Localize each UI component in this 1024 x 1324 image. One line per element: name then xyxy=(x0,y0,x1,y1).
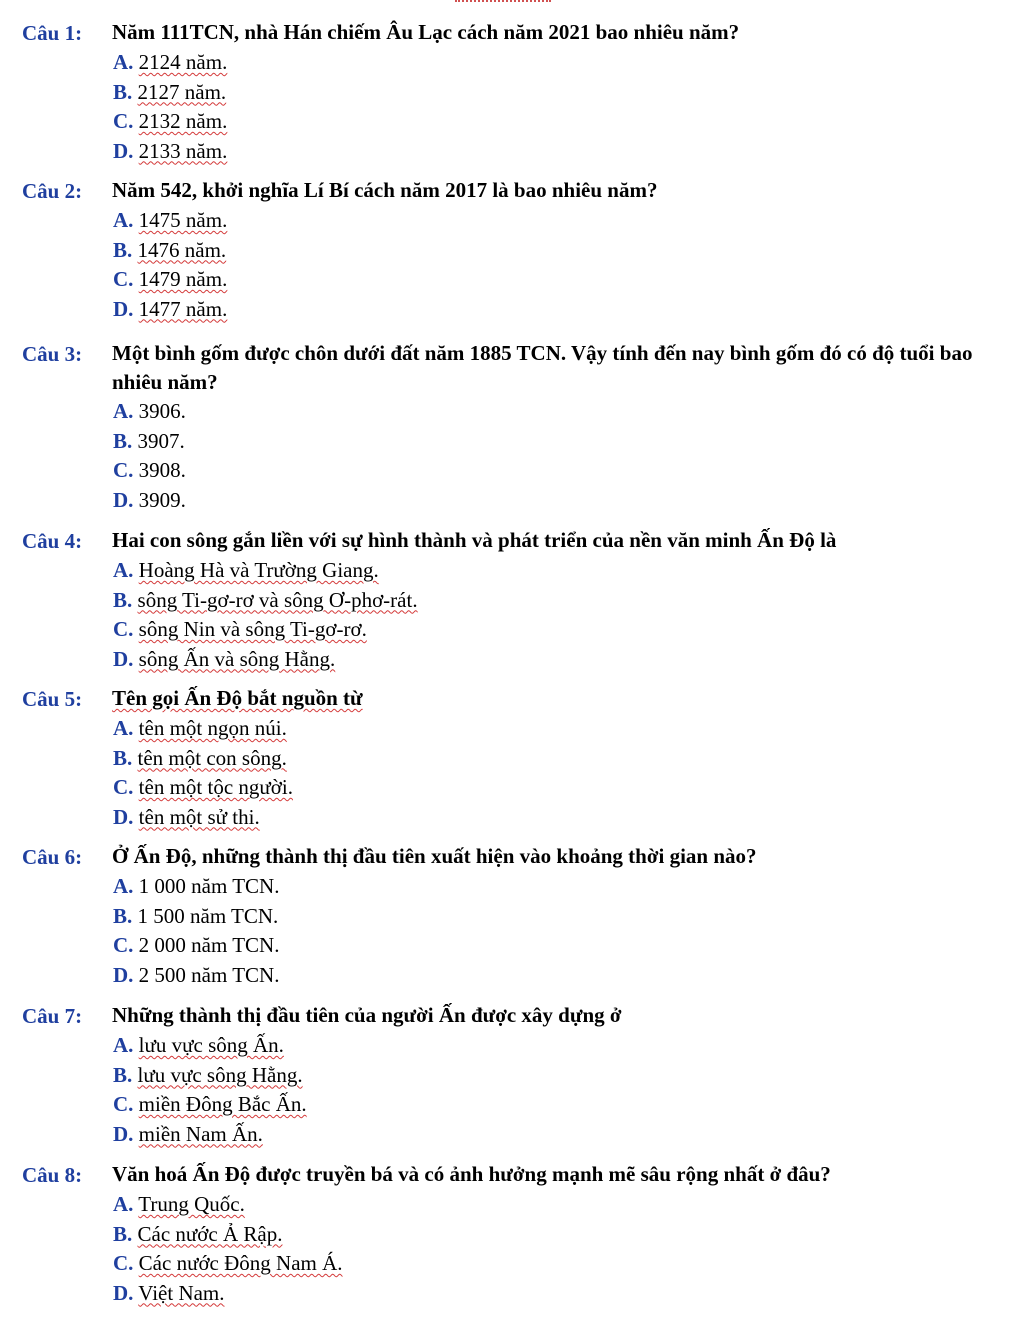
option-text: tên một sử thi. xyxy=(138,804,260,829)
option-letter: C. xyxy=(113,775,134,799)
question-text: Năm 111TCN, nhà Hán chiếm Âu Lạc cách năm 2021 bao nhiêu năm? xyxy=(112,20,740,44)
option-d xyxy=(113,1120,1024,1150)
option-text: 1476 năm. xyxy=(137,237,227,262)
question-label: Câu 6: xyxy=(22,845,83,869)
option-a xyxy=(113,397,1024,427)
option-letter: B. xyxy=(113,428,133,453)
option-d xyxy=(113,961,1024,991)
option-text: 1479 năm. xyxy=(138,267,228,291)
option-letter: A. xyxy=(113,716,134,740)
option-letter: A. xyxy=(113,50,134,74)
option-text: Các nước Ả Rập. xyxy=(137,1221,283,1246)
question-label: Câu 4: xyxy=(22,529,83,553)
option-text: 1 500 năm TCN. xyxy=(137,903,279,928)
option-c xyxy=(113,931,1024,961)
option-c xyxy=(113,773,1024,803)
question-text: Tên gọi Ấn Độ bắt nguồn từ xyxy=(112,686,363,710)
option-text: 1477 năm. xyxy=(138,296,228,321)
option-text: 3909. xyxy=(138,487,186,512)
option-c xyxy=(113,107,1024,137)
option-letter: D. xyxy=(113,1280,134,1305)
option-b xyxy=(113,586,1024,616)
option-c xyxy=(113,1249,1024,1279)
option-text: Trung Quốc. xyxy=(138,1192,245,1216)
option-b xyxy=(113,236,1024,266)
option-text: 3906. xyxy=(138,399,186,423)
option-letter: B. xyxy=(113,745,133,770)
option-d xyxy=(113,295,1024,325)
option-text: miền Nam Ấn. xyxy=(138,1121,263,1146)
option-text: 2 000 năm TCN. xyxy=(138,933,280,957)
option-letter: B. xyxy=(113,237,133,262)
option-letter: C. xyxy=(113,267,134,291)
question-label: Câu 2: xyxy=(22,179,83,203)
option-d xyxy=(113,1279,1024,1309)
option-b xyxy=(113,78,1024,108)
option-text: tên một ngọn núi. xyxy=(138,716,287,740)
question-1 xyxy=(0,18,1024,166)
option-a xyxy=(113,714,1024,744)
question-text: Ở Ấn Độ, những thành thị đầu tiên xuất hiện vào khoảng thời gian nào? xyxy=(112,844,757,868)
question-text: Năm 542, khởi nghĩa Lí Bí cách năm 2017 là bao nhiêu năm? xyxy=(112,178,658,202)
option-letter: C. xyxy=(113,617,134,641)
option-text: 2133 năm. xyxy=(138,138,228,163)
option-d xyxy=(113,803,1024,833)
option-text: 2127 năm. xyxy=(137,79,227,104)
option-c xyxy=(113,615,1024,645)
question-3 xyxy=(0,339,1024,515)
question-4 xyxy=(0,526,1024,674)
question-text: Hai con sông gắn liền với sự hình thành và phát triển của nền văn minh Ấn Độ là xyxy=(112,528,837,552)
option-letter: C. xyxy=(113,1251,134,1275)
question-text: Văn hoá Ấn Độ được truyền bá và có ảnh hưởng mạnh mẽ sâu rộng nhất ở đâu? xyxy=(112,1162,831,1186)
question-text: Những thành thị đầu tiên của người Ấn được xây dựng ở xyxy=(112,1003,622,1027)
option-text: 2 500 năm TCN. xyxy=(138,962,280,987)
option-text: 1 000 năm TCN. xyxy=(138,874,280,898)
option-c xyxy=(113,265,1024,295)
option-b xyxy=(113,902,1024,932)
option-c xyxy=(113,1090,1024,1120)
option-letter: B. xyxy=(113,587,133,612)
option-letter: A. xyxy=(113,874,134,898)
option-letter: A. xyxy=(113,558,134,582)
option-letter: C. xyxy=(113,933,134,957)
option-b xyxy=(113,1220,1024,1250)
option-text: Việt Nam. xyxy=(138,1280,225,1305)
option-letter: D. xyxy=(113,1121,134,1146)
option-a xyxy=(113,206,1024,236)
option-text: sông Ti-gơ-rơ và sông Ơ-phơ-rát. xyxy=(137,587,418,612)
option-letter: D. xyxy=(113,962,134,987)
option-text: sông Ấn và sông Hằng. xyxy=(138,646,336,671)
question-8 xyxy=(0,1160,1024,1308)
option-letter: D. xyxy=(113,646,134,671)
option-letter: D. xyxy=(113,296,134,321)
question-label: Câu 8: xyxy=(22,1163,83,1187)
option-text: lưu vực sông Hằng. xyxy=(137,1062,303,1087)
option-b xyxy=(113,744,1024,774)
option-text: tên một con sông. xyxy=(137,745,287,770)
option-text: Hoàng Hà và Trường Giang. xyxy=(138,558,379,582)
option-letter: C. xyxy=(113,109,134,133)
option-d xyxy=(113,137,1024,167)
option-text: 2132 năm. xyxy=(138,109,228,133)
question-6 xyxy=(0,842,1024,990)
option-a xyxy=(113,556,1024,586)
option-text: 2124 năm. xyxy=(138,50,228,74)
spellcheck-mark xyxy=(455,0,551,5)
option-letter: B. xyxy=(113,903,133,928)
option-d xyxy=(113,645,1024,675)
option-letter: D. xyxy=(113,138,134,163)
option-letter: A. xyxy=(113,399,134,423)
option-text: 3907. xyxy=(137,428,185,453)
option-a xyxy=(113,48,1024,78)
question-label: Câu 5: xyxy=(22,687,83,711)
option-letter: A. xyxy=(113,208,134,232)
option-c xyxy=(113,456,1024,486)
option-a xyxy=(113,872,1024,902)
option-letter: C. xyxy=(113,458,134,482)
option-a xyxy=(113,1190,1024,1220)
question-2 xyxy=(0,176,1024,324)
option-text: Các nước Đông Nam Á. xyxy=(138,1251,343,1275)
option-text: tên một tộc người. xyxy=(138,775,293,799)
option-letter: A. xyxy=(113,1192,134,1216)
option-letter: B. xyxy=(113,1221,133,1246)
question-label: Câu 7: xyxy=(22,1004,83,1028)
option-b xyxy=(113,1061,1024,1091)
option-text: miền Đông Bắc Ấn. xyxy=(138,1092,307,1116)
option-b xyxy=(113,427,1024,457)
option-d xyxy=(113,486,1024,516)
option-letter: B. xyxy=(113,1062,133,1087)
question-label: Câu 3: xyxy=(22,342,83,366)
question-label: Câu 1: xyxy=(22,21,83,45)
option-text: lưu vực sông Ấn. xyxy=(138,1033,284,1057)
question-7 xyxy=(0,1001,1024,1149)
option-letter: A. xyxy=(113,1033,134,1057)
question-5 xyxy=(0,684,1024,832)
option-letter: D. xyxy=(113,804,134,829)
option-letter: C. xyxy=(113,1092,134,1116)
option-text: 1475 năm. xyxy=(138,208,228,232)
question-text: Một bình gốm được chôn dưới đất năm 1885 TCN. Vậy tính đến nay bình gốm đó có độ tuổi bao nhiêu năm? xyxy=(112,341,973,394)
option-letter: D. xyxy=(113,487,134,512)
option-letter: B. xyxy=(113,79,133,104)
option-text: 3908. xyxy=(138,458,186,482)
option-a xyxy=(113,1031,1024,1061)
option-text: sông Nin và sông Ti-gơ-rơ. xyxy=(138,617,367,641)
